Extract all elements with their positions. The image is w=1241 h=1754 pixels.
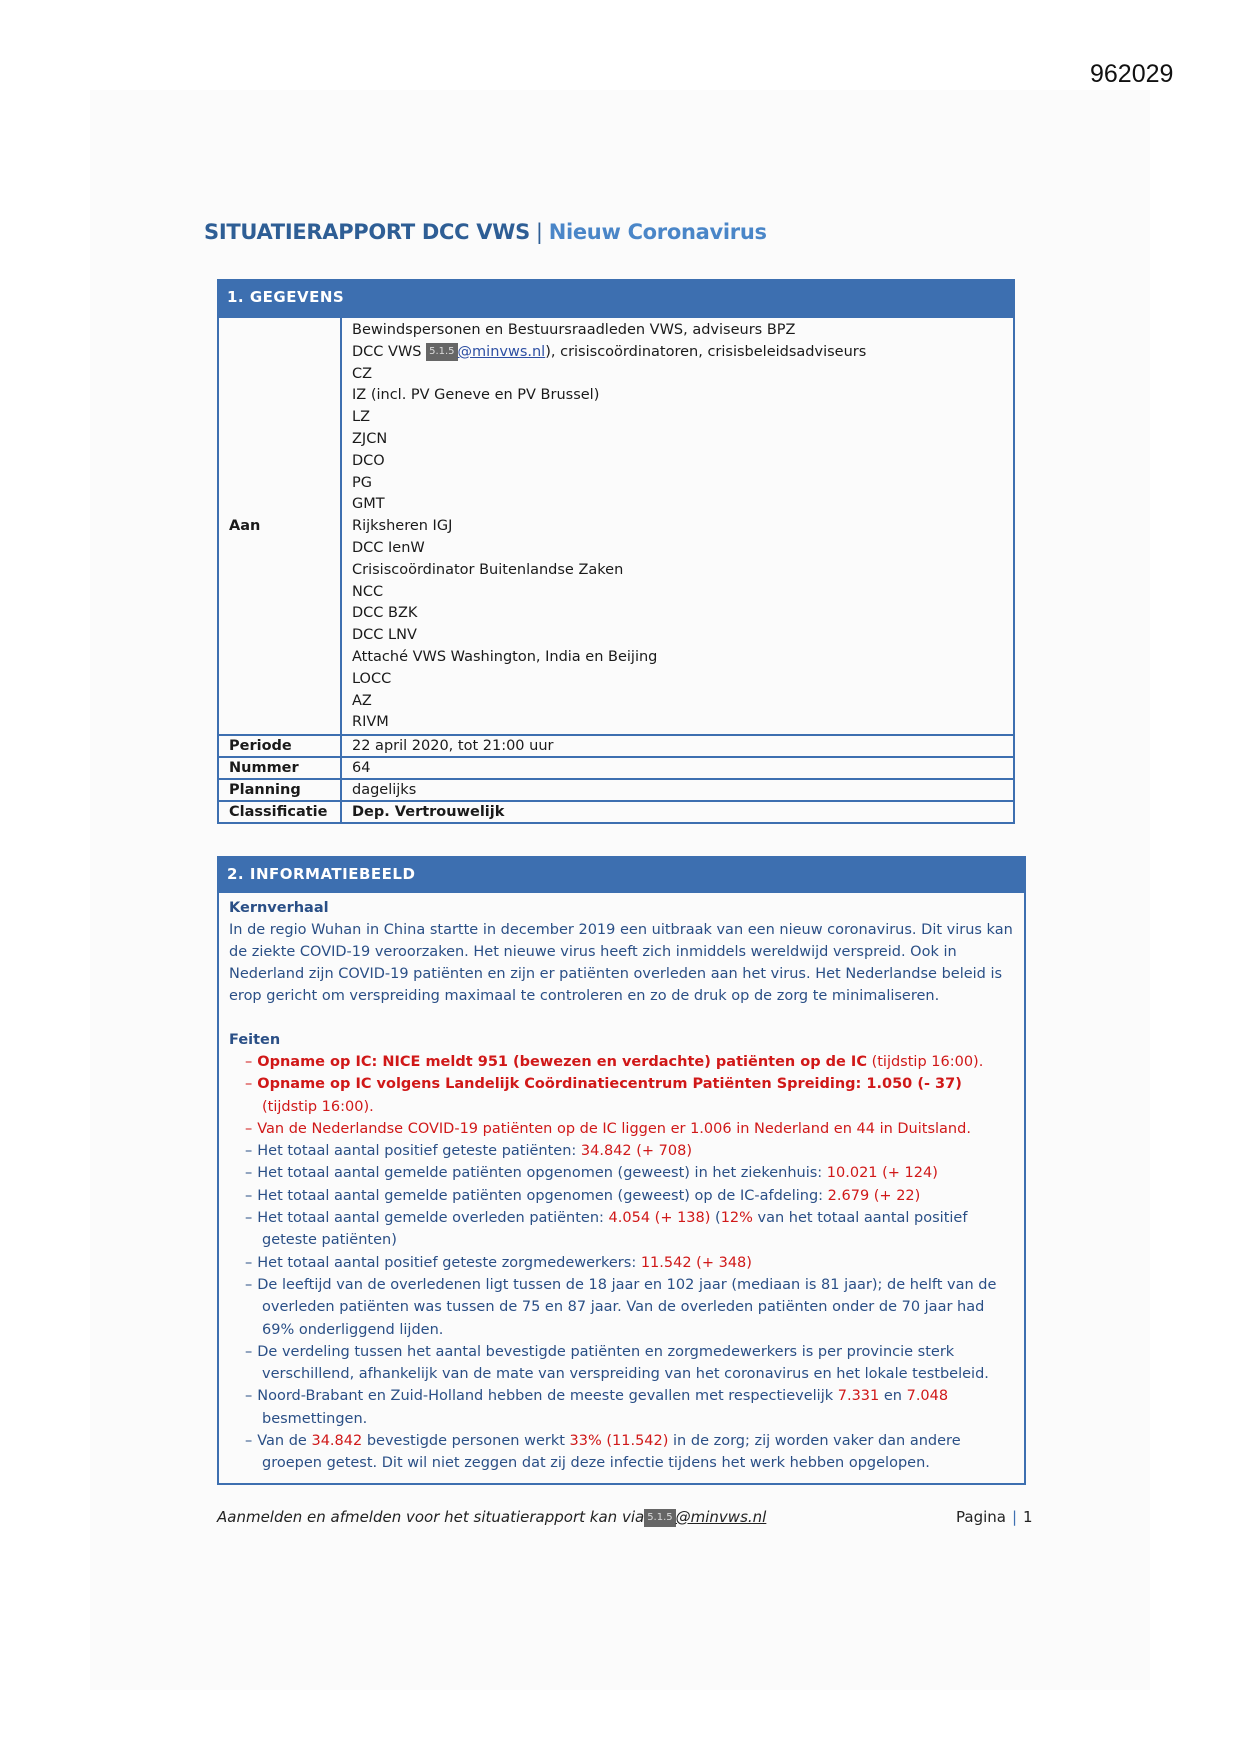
table-row-nummer xyxy=(218,757,1014,779)
feiten-heading: Feiten xyxy=(229,1032,281,1048)
recipient-item: DCC BZK xyxy=(352,605,418,622)
list-item: – Het totaal aantal gemelde patiënten opgenomen (geweest) in het ziekenhuis: 10.021 (+ 124) xyxy=(245,1165,938,1182)
recipient-item: LOCC xyxy=(352,670,392,687)
table-row-classificatie xyxy=(218,801,1014,823)
classificatie-value: Dep. Vertrouwelijk xyxy=(341,801,1014,823)
title-separator: | xyxy=(535,220,543,244)
title-main: SITUATIERAPPORT DCC VWS xyxy=(204,220,530,244)
recipient-item: GMT xyxy=(352,496,385,513)
list-item: – Het totaal aantal positief geteste zorgmedewerkers: 11.542 (+ 348) xyxy=(245,1254,752,1271)
list-item: – Het totaal aantal gemelde patiënten opgenomen (geweest) op de IC-afdeling: 2.679 (+ 22) xyxy=(245,1187,921,1204)
nummer-value: 64 xyxy=(341,757,1014,779)
list-item: – Het totaal aantal gemelde overleden patiënten: 4.054 (+ 138) (12% van het totaal aantal positief geteste patiënten) xyxy=(245,1210,968,1249)
report-title xyxy=(204,220,767,244)
recipient-item: PG xyxy=(352,474,372,491)
table-row-periode xyxy=(218,735,1014,757)
page-number: Pagina | 1 xyxy=(956,1508,1033,1526)
redaction-box: 5.1.5 xyxy=(426,343,457,361)
list-item: – Noord-Brabant en Zuid-Holland hebben de meeste gevallen met respectievelijk 7.331 en 7.048 besmettingen. xyxy=(245,1388,949,1427)
recipient-item-dcc-vws xyxy=(352,342,1003,364)
recipient-item: NCC xyxy=(352,583,384,600)
recipient-item: ZJCN xyxy=(352,430,388,447)
recipient-item: AZ xyxy=(352,692,372,709)
list-item: – Opname op IC volgens Landelijk Coördinatiecentrum Patiënten Spreiding: 1.050 (- 37) (tijdstip 16:00). xyxy=(245,1076,962,1115)
planning-value: dagelijks xyxy=(341,779,1014,801)
section-informatiebeeld-heading: 2. INFORMATIEBEELD xyxy=(217,856,1026,893)
recipient-item: RIVM xyxy=(352,714,389,731)
classificatie-label: Classificatie xyxy=(218,801,341,823)
section-gegevens-heading: 1. GEGEVENS xyxy=(217,279,1015,316)
periode-value: 22 april 2020, tot 21:00 uur xyxy=(341,735,1014,757)
recipient-item: DCC IenW xyxy=(352,539,425,556)
facts-list xyxy=(229,1051,1014,1475)
recipient-label: DCC VWS xyxy=(352,343,422,360)
footer-text: Aanmelden en afmelden voor het situatierapport kan via xyxy=(217,1508,645,1526)
recipient-item: CZ xyxy=(352,365,373,382)
section-gegevens xyxy=(217,279,1015,824)
recipient-item: DCC LNV xyxy=(352,627,417,644)
recipient-item: Rijksheren IGJ xyxy=(352,518,453,535)
recipient-item: Bewindspersonen en Bestuursraadleden VWS, adviseurs BPZ xyxy=(352,322,796,338)
kernverhaal-text: In de regio Wuhan in China startte in december 2019 een uitbraak van een nieuw coronavirus. Dit virus kan de ziekte COVID-19 veroorzaken. Het nieuwe virus heeft zich inmiddels wereldwijd verspreid. Ook in Nederland zijn COVID-19 patiënten en zijn er patiënten overleden aan het virus. Het Nederlandse beleid is erop gericht om verspreiding maximaal te controleren en zo de druk op de zorg te minimaliseren. xyxy=(229,922,1013,1004)
section-informatiebeeld xyxy=(217,856,1026,1485)
email-link[interactable]: @minvws.nl xyxy=(457,343,546,360)
recipient-tail: ), crisiscoördinatoren, crisisbeleidsadviseurs xyxy=(545,343,867,360)
recipients-cell xyxy=(341,317,1014,735)
recipient-item: LZ xyxy=(352,409,371,426)
table-row-planning xyxy=(218,779,1014,801)
page-footer xyxy=(217,1508,1037,1527)
recipient-item: Crisiscoördinator Buitenlandse Zaken xyxy=(352,561,624,578)
aan-label: Aan xyxy=(218,317,341,735)
recipient-item: IZ (incl. PV Geneve en PV Brussel) xyxy=(352,387,600,404)
footer-redaction-box: 5.1.5 xyxy=(644,1509,675,1527)
list-item: – De leeftijd van de overledenen ligt tussen de 18 jaar en 102 jaar (mediaan is 81 jaar); de helft van de overleden patiënten was tussen de 75 en 87 jaar. Van de overleden patiënten onder de 70 jaar had 69% onderliggend lijden. xyxy=(245,1276,997,1338)
list-item: – Van de 34.842 bevestigde personen werkt 33% (11.542) in de zorg; zij worden vaker dan andere groepen getest. Dit wil niet zeggen dat zij deze infectie tijdens het werk hebben opgelopen. xyxy=(245,1433,961,1472)
document-number: 962029 xyxy=(1090,60,1174,88)
kernverhaal-heading: Kernverhaal xyxy=(229,900,329,916)
periode-label: Periode xyxy=(218,735,341,757)
planning-label: Planning xyxy=(218,779,341,801)
list-item: – Het totaal aantal positief geteste patiënten: 34.842 (+ 708) xyxy=(245,1143,692,1160)
list-item: – Opname op IC: NICE meldt 951 (bewezen en verdachte) patiënten op de IC (tijdstip 16:00). xyxy=(245,1054,984,1070)
recipient-item: Attaché VWS Washington, India en Beijing xyxy=(352,648,658,665)
table-row-aan xyxy=(218,317,1014,735)
gegevens-table xyxy=(217,316,1015,824)
recipient-item: DCO xyxy=(352,452,385,469)
list-item: – De verdeling tussen het aantal bevestigde patiënten en zorgmedewerkers is per provincie sterk verschillend, afhankelijk van de mate van verspreiding van het coronavirus en het lokale testbeleid. xyxy=(245,1343,989,1383)
list-item: – Van de Nederlandse COVID-19 patiënten op de IC liggen er 1.006 in Nederland en 44 in Duitsland. xyxy=(245,1120,971,1137)
title-subtitle: Nieuw Coronavirus xyxy=(548,220,767,244)
informatiebeeld-body xyxy=(219,893,1024,1475)
footer-email-link[interactable]: @minvws.nl xyxy=(675,1508,767,1526)
nummer-label: Nummer xyxy=(218,757,341,779)
